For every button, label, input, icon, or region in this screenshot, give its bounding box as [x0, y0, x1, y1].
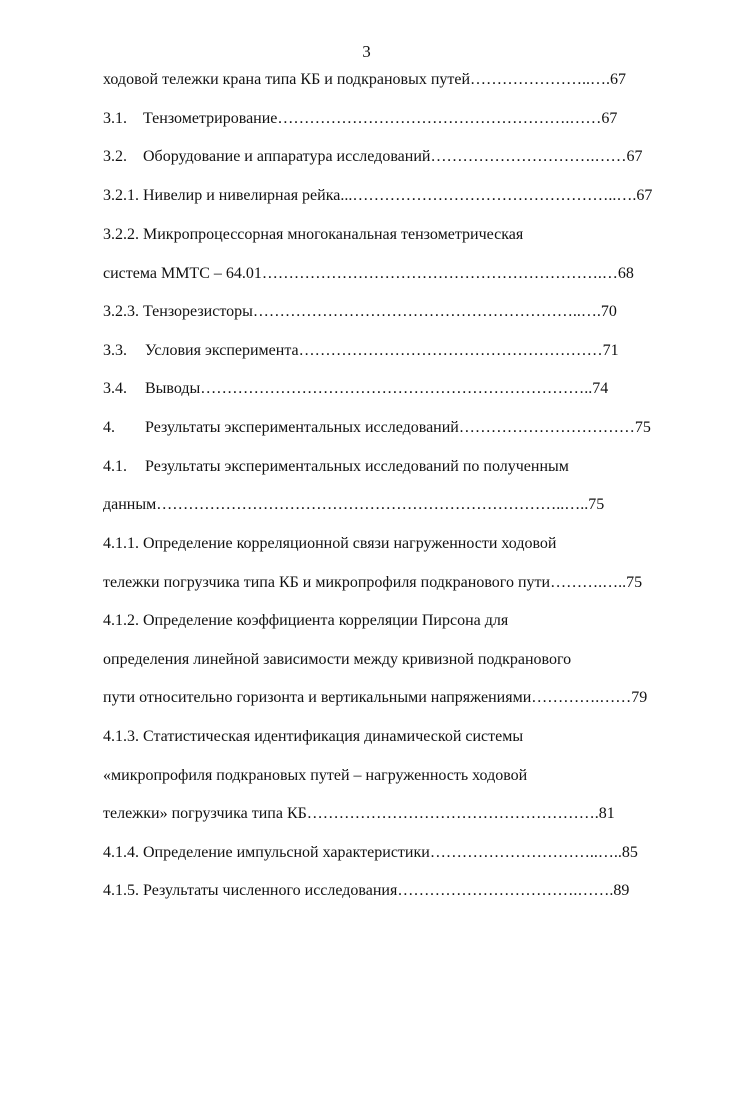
page-number: 3	[362, 42, 371, 61]
toc-line-10	[103, 418, 651, 438]
toc-line-11	[103, 457, 569, 477]
toc-number: 4.1.	[103, 458, 127, 475]
toc-text: Выводы………………………………………………………………..74	[145, 380, 609, 397]
toc-text: Результаты экспериментальных исследований……………………………75	[145, 419, 651, 436]
toc-line-8	[103, 341, 619, 361]
toc-line-5	[103, 225, 523, 245]
toc-text: данным…………………………………………………………………..…..75	[103, 496, 605, 513]
toc-text: Условия эксперимента…………………………………………………71	[145, 342, 619, 359]
toc-text: 3.2.3. Тензорезисторы……………………………………………………..….70	[103, 303, 617, 320]
toc-line-18	[103, 727, 523, 747]
toc-number: 3.2.	[103, 148, 127, 165]
toc-line-6	[103, 264, 634, 284]
toc-line-7	[103, 302, 617, 322]
toc-text: 4.1.4. Определение импульсной характеристики…………………………..…..85	[103, 844, 638, 861]
toc-line-2	[103, 109, 617, 129]
toc-text: ходовой тележки крана типа КБ и подкрановых путей…………………..….67	[103, 71, 627, 88]
toc-text: 4.1.2. Определение коэффициента корреляции Пирсона для	[103, 612, 509, 629]
toc-line-4	[103, 186, 652, 206]
toc-text: 3.2.2. Микропроцессорная многоканальная тензометрическая	[103, 226, 524, 243]
toc-text: 4.1.3. Статистическая идентификация динамической системы	[103, 728, 524, 745]
toc-text: Результаты экспериментальных исследований по полученным	[145, 458, 569, 475]
toc-line-9	[103, 379, 608, 399]
toc-line-3	[103, 147, 642, 167]
toc-text: Оборудование и аппаратура исследований………………………….……67	[143, 148, 643, 165]
toc-number: 3.3.	[103, 342, 127, 359]
toc-line-13	[103, 534, 556, 554]
toc-line-12	[103, 495, 604, 515]
toc-line-15	[103, 611, 508, 631]
toc-text: тележки погрузчика типа КБ и микропрофиля подкранового пути……….…..75	[103, 574, 643, 591]
toc-text: определения линейной зависимости между кривизной подкранового	[103, 651, 572, 668]
toc-line-20	[103, 804, 615, 824]
toc-text: 4.1.5. Результаты численного исследования…………………………….…….89	[103, 882, 630, 899]
toc-number: 3.4.	[103, 380, 127, 397]
toc-text: 3.2.1. Нивелир и нивелирная рейка...…………………………………………..….67	[103, 187, 653, 204]
toc-line-14	[103, 573, 642, 593]
toc-line-19	[103, 766, 527, 786]
toc-number: 3.1.	[103, 110, 127, 127]
toc-line-17	[103, 688, 647, 708]
toc-text: 4.1.1. Определение корреляционной связи нагруженности ходовой	[103, 535, 557, 552]
toc-line-16	[103, 650, 571, 670]
toc-line-22	[103, 881, 629, 901]
toc-line-1	[103, 70, 626, 90]
toc-line-21	[103, 843, 638, 863]
toc-number: 4.	[103, 419, 115, 436]
toc-text: «микропрофиля подкрановых путей – нагруженность ходовой	[103, 767, 528, 784]
toc-text: система ММТС – 64.01……………………………………………………….…68	[103, 265, 634, 282]
toc-text: Тензометрирование……………………………………………….……67	[143, 110, 618, 127]
toc-text: тележки» погрузчика типа КБ……………………………………………….81	[103, 805, 615, 822]
toc-text: пути относительно горизонта и вертикальными напряжениями………….……79	[103, 689, 648, 706]
